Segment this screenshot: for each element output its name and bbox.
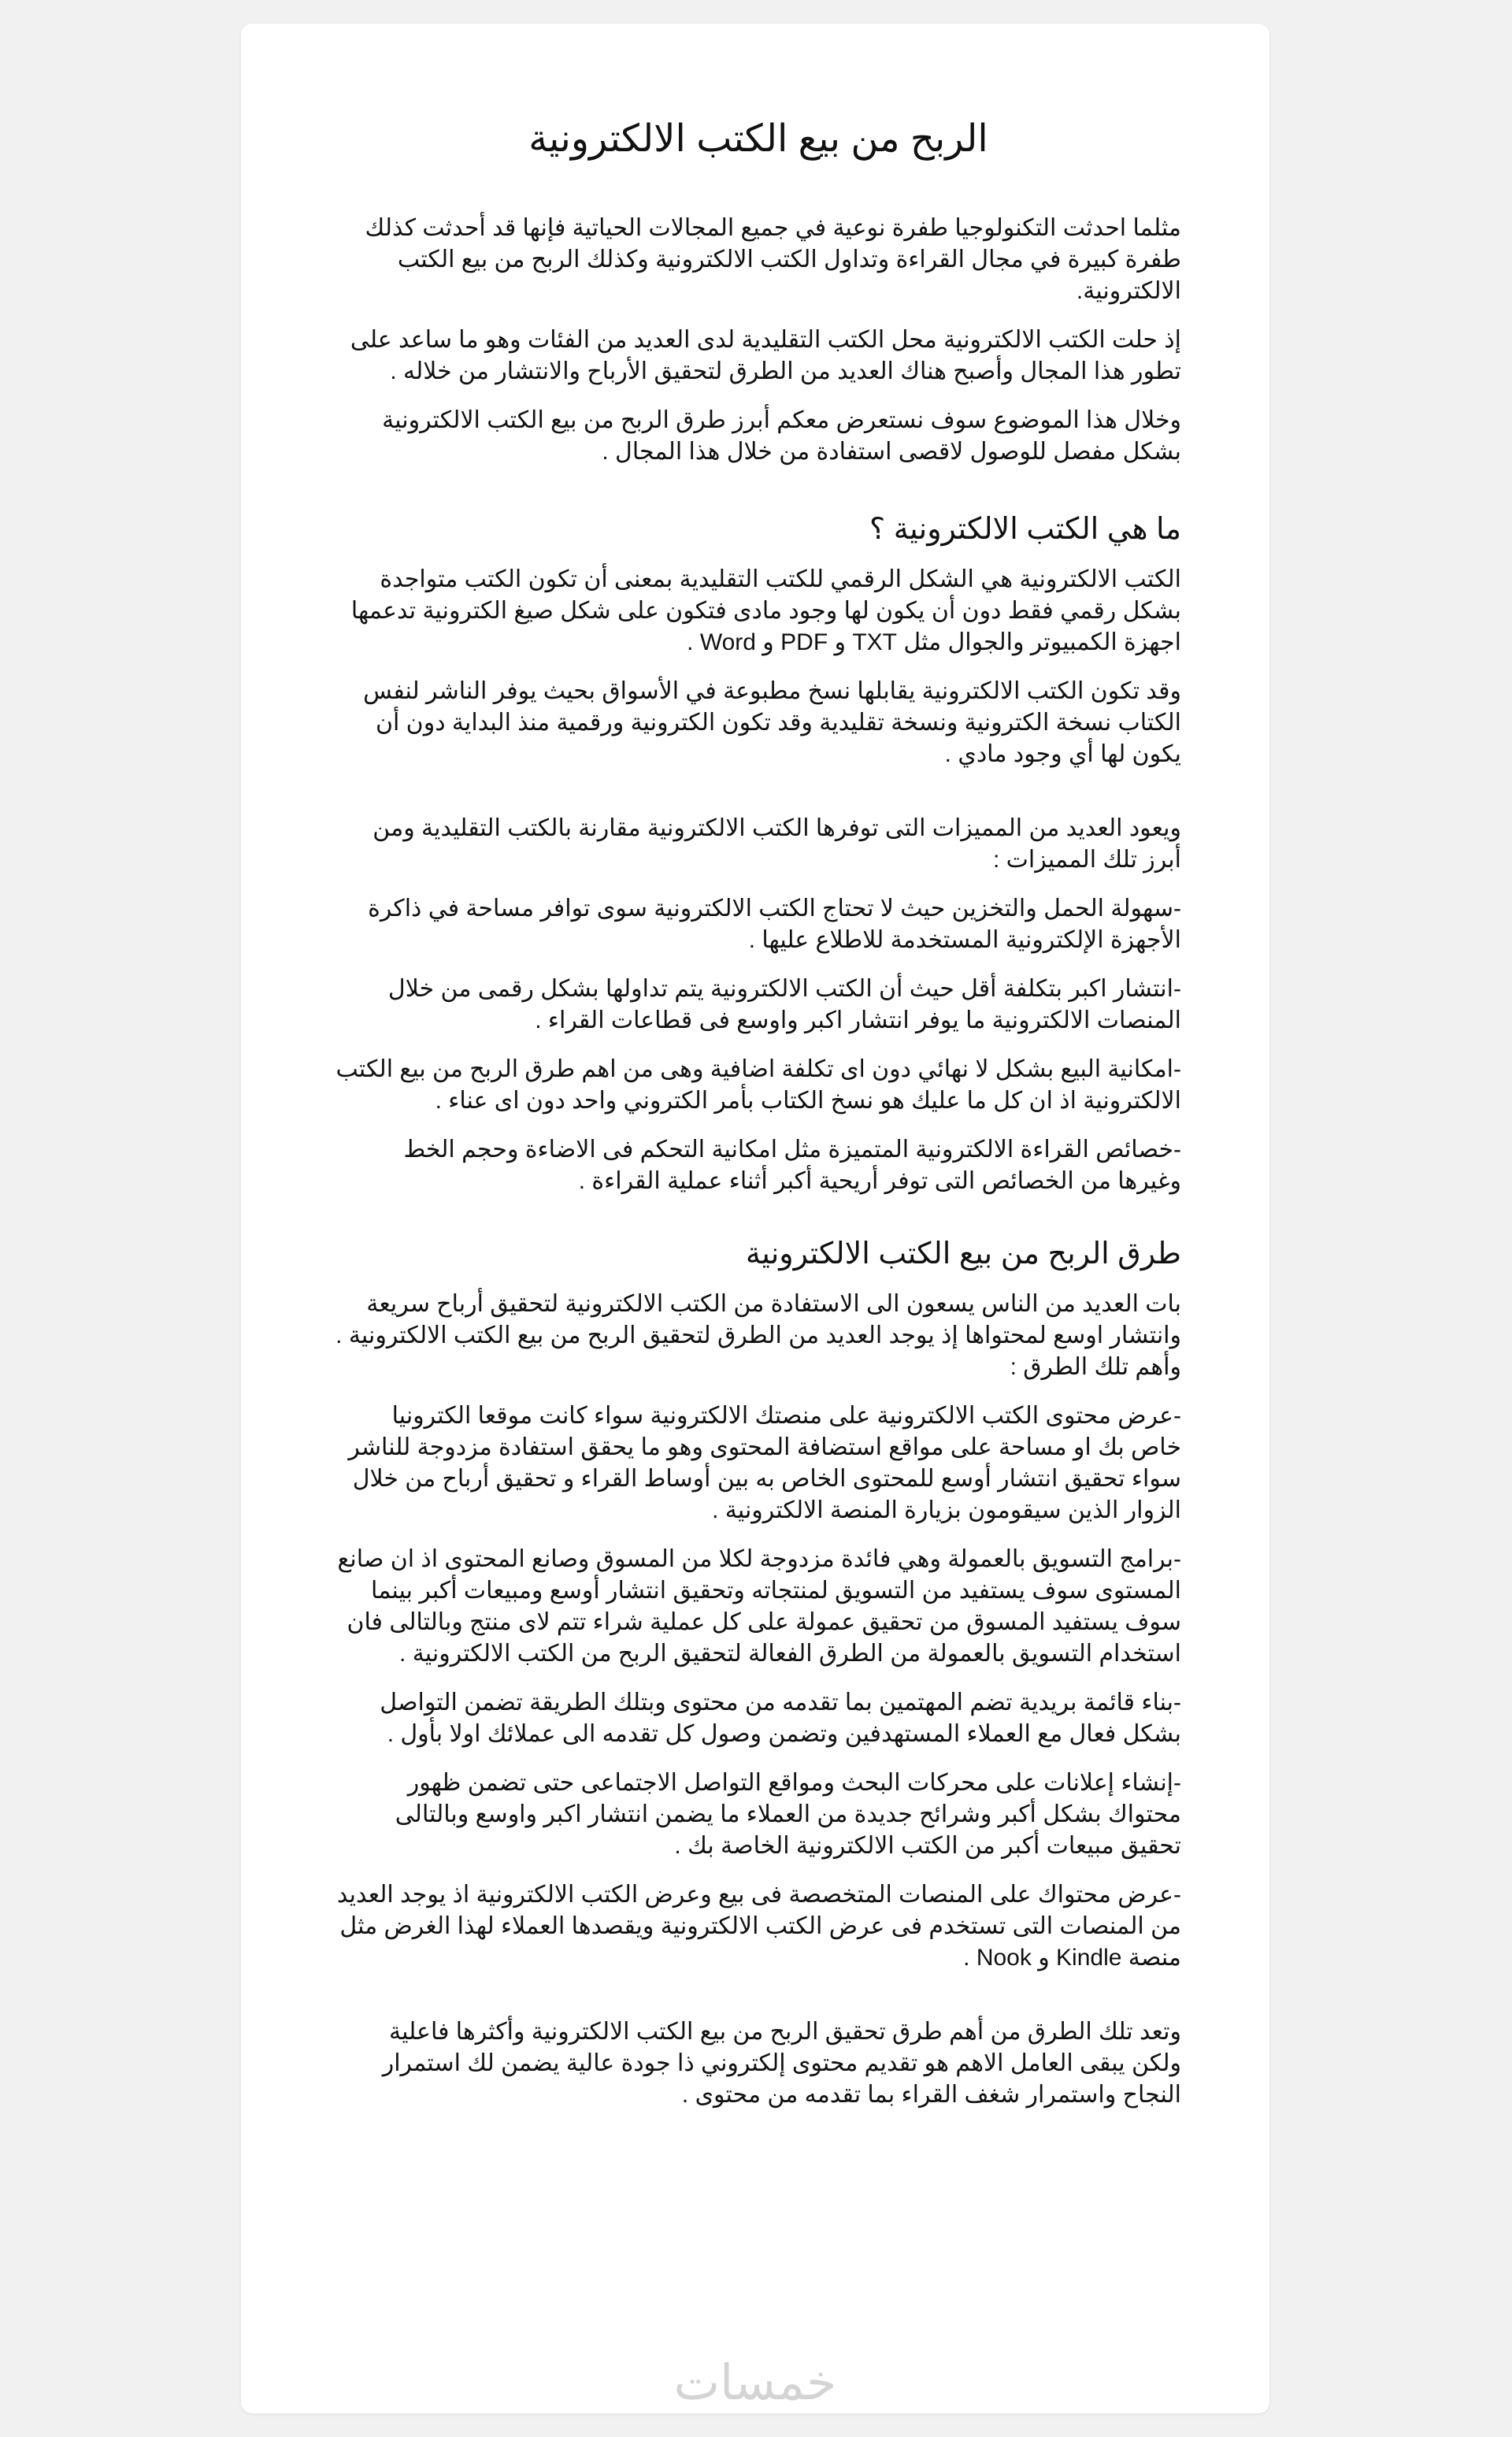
method-item: -عرض محتوى الكتب الالكترونية على منصتك الالكترونية سواء كانت موقعا الكترونيا خاص بك او مساحة على مواقع استضافة المحتوى وهو ما يحقق استفادة مزدوجة للناشر سواء تحقيق انتشار أوسع للمحتوى الخاص به بين أوساط القراء و تحقيق أرباح من خلال الزوار الذين سيقومون بزيارة المنصة الالكترونية . xyxy=(348,1402,1181,1523)
section-heading-profit-methods: طرق الربح من بيع الكتب الالكترونية xyxy=(745,1237,1181,1270)
watermark-logo: خمسات xyxy=(673,2356,837,2410)
feature-item: -سهولة الحمل والتخزين حيث لا تحتاج الكتب الالكترونية سوى توافر مساحة في ذاكرة الأجهزة الإلكترونية المستخدمة للاطلاع عليها . xyxy=(368,895,1181,953)
method-item: -إنشاء إعلانات على محركات البحث ومواقع التواصل الاجتماعى حتى تضمن ظهور محتواك بشكل أكبر وشرائح جديدة من العملاء ما يضمن انتشار اكبر واوسع وبالتالى تحقيق مبيعات أكبر من الكتب الالكترونية الخاصة بك . xyxy=(395,1769,1181,1859)
definition-paragraph: الكتب الالكترونية هي الشكل الرقمي للكتب التقليدية بمعنى أن تكون الكتب متواجدة بشكل رقمي فقط دون أن يكون لها وجود مادى فتكون على شكل صيغ الكترونية تدعمها اجهزة الكمبيوتر والجوال مثل TXT و PDF و Word . xyxy=(350,566,1181,655)
method-item: -بناء قائمة بريدية تضم المهتمين بما تقدمه من محتوى وبتلك الطريقة تضمن التواصل بشكل فعال مع العملاء المستهدفين وتضمن وصول كل تقدمه الى عملائك اولا بأول . xyxy=(380,1689,1181,1747)
intro-paragraph-2: إذ حلت الكتب الالكترونية محل الكتب التقليدية لدى العديد من الفئات وهو ما ساعد على تطور هذا المجال وأصبح هناك العديد من الطرق لتحقيق الأرباح والانتشار من خلاله . xyxy=(350,326,1181,384)
features-intro: ويعود العديد من المميزات التى توفرها الكتب الالكترونية مقارنة بالكتب التقليدية ومن أبرز تلك المميزات : xyxy=(372,814,1181,873)
article xyxy=(335,24,1181,2111)
feature-item: -خصائص القراءة الالكترونية المتميزة مثل امكانية التحكم فى الاضاءة وحجم الخط وغيرها من الخصائص التى توفر أريحية أكبر أثناء عملية القراءة . xyxy=(403,1136,1181,1194)
print-editions-paragraph: وقد تكون الكتب الالكترونية يقابلها نسخ مطبوعة في الأسواق بحيث يوفر الناشر لنفس الكتاب نسخة الكترونية ونسخة تقليدية وقد تكون الكترونية ورقمية منذ البداية دون أن يكون لها أي وجود مادي . xyxy=(363,677,1181,767)
intro-paragraph-1: مثلما احدثت التكنولوجيا طفرة نوعية في جميع المجالات الحياتية فإنها قد أحدثت كذلك طفرة كبيرة في مجال القراءة وتداول الكتب الالكترونية وكذلك الربح من بيع الكتب الالكترونية. xyxy=(365,214,1181,304)
feature-item: -انتشار اكبر بتكلفة أقل حيث أن الكتب الالكترونية يتم تداولها بشكل رقمى من خلال المنصات الالكترونية ما يوفر انتشار اكبر واوسع فى قطاعات القراء . xyxy=(387,975,1181,1033)
feature-item: -امكانية البيع بشكل لا نهائي دون اى تكلفة اضافية وهى من اهم طرق الربح من بيع الكتب الالكترونية اذ ان كل ما عليك هو نسخ الكتاب بأمر الكتروني واحد دون اى عناء . xyxy=(335,1055,1181,1114)
methods-intro: بات العديد من الناس يسعون الى الاستفادة من الكتب الالكترونية لتحقيق أرباح سريعة وانتشار اوسع لمحتواها إذ يوجد العديد من الطرق لتحقيق الربح من بيع الكتب الالكترونية . وأهم تلك الطرق : xyxy=(335,1290,1181,1380)
page-title: الربح من بيع الكتب الالكترونية xyxy=(528,118,988,160)
method-item: -برامج التسويق بالعمولة وهي فائدة مزدوجة لكلا من المسوق وصانع المحتوى اذ ان صانع المستوى سوف يستفيد من التسويق لمنتجاته وتحقيق انتشار أوسع ومبيعات أكبر بينما سوف يستفيد المسوق من تحقيق عمولة على كل عملية شراء تتم لاى منتج وبالتالى فان استخدام التسويق بالعمولة من الطرق الفعالة لتحقيق الربح من الكتب الالكترونية . xyxy=(337,1545,1181,1667)
document-page xyxy=(241,24,1269,2413)
conclusion-paragraph: وتعد تلك الطرق من أهم طرق تحقيق الربح من بيع الكتب الالكترونية وأكثرها فاعلية ولكن يبقى العامل الاهم هو تقديم محتوى إلكتروني ذا جودة عالية يضمن لك استمرار النجاح واستمرار شغف القراء بما تقدمه من محتوى . xyxy=(382,2018,1181,2108)
intro-paragraph-3: وخلال هذا الموضوع سوف نستعرض معكم أبرز طرق الربح من بيع الكتب الالكترونية بشكل مفصل للوصول لاقصى استفادة من خلال هذا المجال . xyxy=(382,406,1181,465)
section-heading-what-are-ebooks: ما هي الكتب الالكترونية ؟ xyxy=(869,512,1181,546)
method-item: -عرض محتواك على المنصات المتخصصة فى بيع وعرض الكتب الالكترونية اذ يوجد العديد من المنصات التى تستخدم فى عرض الكتب الالكترونية ويقصدها العملاء لهذا الغرض مثل منصة Kindle و Nook . xyxy=(336,1881,1181,1971)
